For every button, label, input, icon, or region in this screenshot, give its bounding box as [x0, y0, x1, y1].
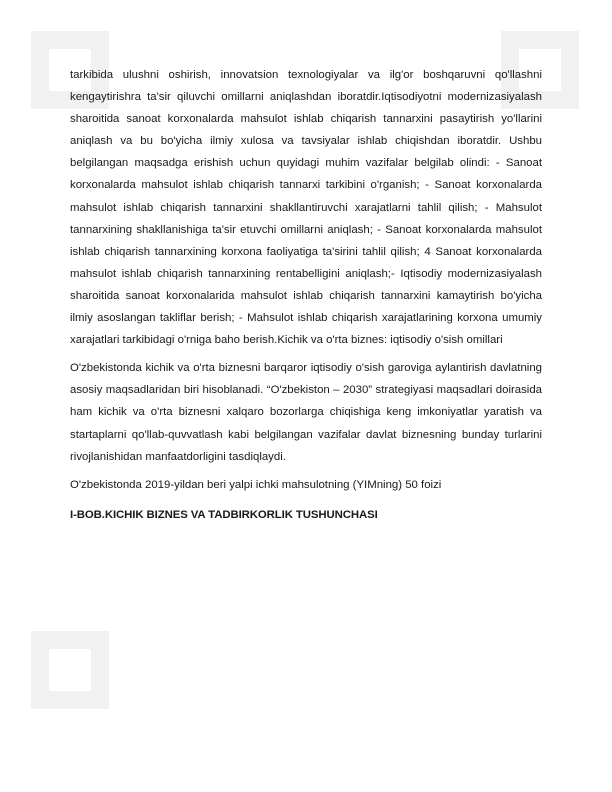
paragraph-objectives: tarkibida ulushni oshirish, innovatsion texnologiyalar va ilg'or boshqaruvni qo'llashni kengaytirishra ta'sir qiluvchi omillarni aniqlashdan iboratdir.Iqtisodiyotni modernizasiyalash sharoitida sanoat korxonalarda mahsulot ishlab chiqarish tannarxini pasaytirish yo'llarini aniqlash va bu bo'yicha ilmiy xulosa va tavsiyalar ishlab chiqishdan iboratdir. Ushbu belgilangan maqsadga erishish uchun quyidagi muhim vazifalar belgilab olindi: - Sanoat korxonalarda mahsulot ishlab chiqarish tannarxi tarkibini o'rganish; - Sanoat korxonalarda mahsulot ishlab chiqarish tannarxini shakllantiruvchi xarajatlarni tahlil qilish; - Mahsulot tannarxining shakllanishiga ta'sir etuvchi omillarni aniqlash; - Sanoat korxonalarda mahsulot ishlab chiqarish tannarxining korxona faoliyatiga ta'sirini tahlil qilish; 4 Sanoat korxonalarda mahsulot ishlab chiqarish tannarxining rentabelligini aniqlash;- Iqtisodiy modernizasiyalash sharoitida sanoat korxonalarida mahsulot ishlab chiqarish tannarxini kamaytirish bo'yicha ilmiy asoslangan takliflar berish; - Mahsulot ishlab chiqarish xarajatlarining korxona umumiy xarajatlari tarkibidagi o'rniga baho berish.Kichik va o'rta biznes: iqtisodiy o'sish omillari — [70, 69, 542, 347]
paragraph-gdp: O'zbekistonda 2019-yildan beri yalpi ichki mahsulotning (YIMning) 50 foizi — [70, 478, 442, 491]
document-page — [70, 64, 542, 526]
chapter-heading: I-BOB.KICHIK BIZNES VA TADBIRKORLIK TUSHUNCHASI — [70, 508, 378, 521]
paragraph-small-business: O'zbekistonda kichik va o'rta biznesni barqaror iqtisodiy o'sish garoviga aylantirish davlatning asosiy maqsadlaridan biri hisoblanadi. “O'zbekiston – 2030” strategiyasi maqsadlari doirasida ham kichik va o'rta biznesni xalqaro bozorlarga chiqishiga keng imkoniyatlar yaratish va startaplarni qo'llab-quvvatlash kabi belgilangan vazifalar davlat biznesning bunday turlarini rivojlanishidan manfaatdorligini tasdiqlaydi. — [70, 362, 542, 463]
